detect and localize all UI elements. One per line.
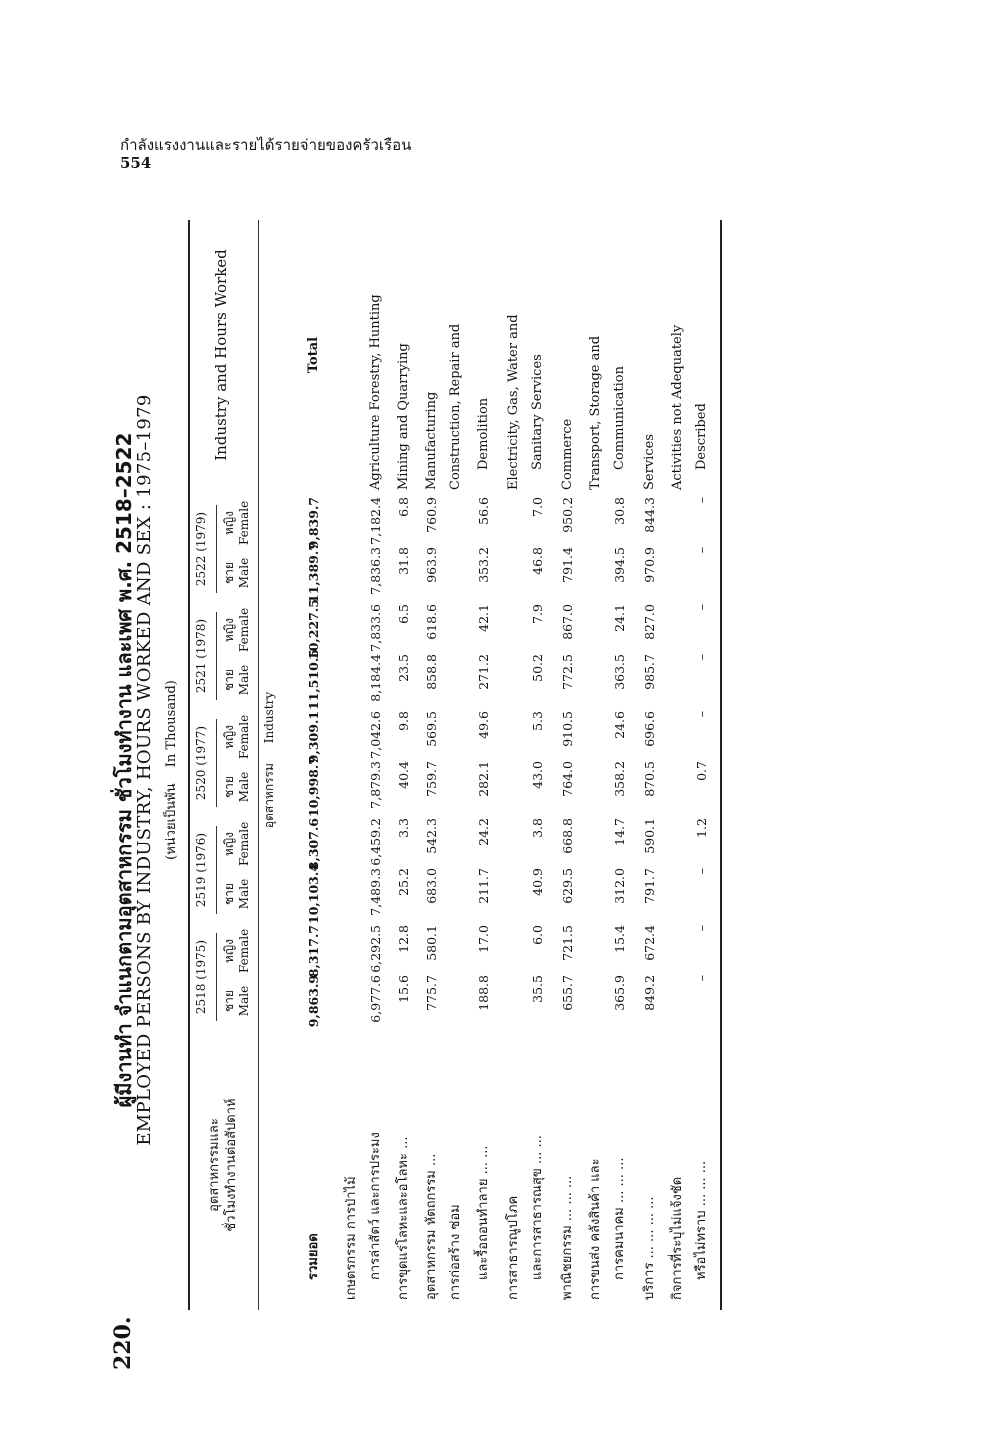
row-label-thai: และรื้อถอนทำลาย ... ...: [476, 1145, 491, 1280]
row-label-english: Mining and Quarrying: [396, 343, 411, 490]
table-cell: –: [694, 975, 709, 982]
table-cell: 43.0: [530, 761, 545, 789]
table-cell: 9,863.9: [306, 975, 321, 1028]
row-label-thai: หรือไม่ทราบ ... ... ...: [694, 1160, 709, 1280]
sex-header-female: [222, 608, 252, 652]
table-cell: 24.1: [612, 604, 627, 632]
table-cell: –: [694, 925, 709, 932]
table-cell: –: [694, 604, 709, 611]
row-label-english: Services: [642, 434, 657, 490]
table-cell: 6.5: [396, 604, 411, 624]
table-cell: 10,998.7: [306, 756, 321, 817]
table-cell: 7.0: [530, 497, 545, 517]
table-cell: 772.5: [560, 654, 575, 690]
table-cell: 618.6: [424, 604, 439, 640]
rotated-table: [110, 190, 890, 1370]
sex-header-english: Male: [237, 878, 251, 910]
table-cell: 282.1: [476, 761, 491, 797]
sex-header-female: [222, 501, 252, 545]
table-cell: 791.7: [642, 868, 657, 904]
table-cell: 24.2: [476, 818, 491, 846]
table-cell: 363.5: [612, 654, 627, 690]
table-cell: –: [694, 868, 709, 875]
sex-header-thai: ชาย: [222, 562, 236, 584]
sex-header-english: Female: [237, 821, 251, 866]
sex-header-english: Male: [237, 771, 251, 803]
table-cell: 6,459.2: [368, 818, 383, 866]
table-cell: 42.1: [476, 604, 491, 632]
table-cell: 910.5: [560, 711, 575, 747]
table-cell: 970.9: [642, 547, 657, 583]
table-cell: 580.1: [424, 925, 439, 961]
year-header: 2519 (1976): [194, 832, 208, 908]
table-cell: 985.7: [642, 654, 657, 690]
year-underline: [216, 612, 217, 700]
sex-header-thai: ชาย: [222, 883, 236, 905]
table-cell: 8,184.4: [368, 654, 383, 702]
table-cell: 760.9: [424, 497, 439, 533]
sex-header-thai: หญิง: [222, 939, 236, 963]
table-cell: 950.2: [560, 497, 575, 533]
row-label-thai: พาณิชยกรรม ... ... ...: [560, 1175, 575, 1300]
table-cell: 23.5: [396, 654, 411, 682]
table-cell: 15.4: [612, 925, 627, 953]
table-cell: 542.3: [424, 818, 439, 854]
row-label-english: Communication: [612, 366, 627, 470]
table-cell: 9.8: [396, 711, 411, 731]
table-cell: 312.0: [612, 868, 627, 904]
year-header: 2522 (1979): [194, 511, 208, 587]
sex-header-english: Male: [237, 664, 251, 696]
sex-header-female: [222, 929, 252, 973]
running-head: [120, 136, 520, 172]
table-cell: 365.9: [612, 975, 627, 1011]
stub-header-thai: [206, 1030, 240, 1300]
table-cell: 1.2: [694, 818, 709, 838]
table-cell: 10,227.5: [306, 599, 321, 660]
stub-header-thai-line1: อุตสาหกรรมและ: [207, 1118, 222, 1212]
row-label-english: Commerce: [560, 418, 575, 490]
table-cell: 870.5: [642, 761, 657, 797]
table-cell: 696.6: [642, 711, 657, 747]
industry-label-english: Industry: [262, 691, 276, 744]
row-label-thai: และการสาธารณสุข ... ...: [530, 1135, 545, 1280]
sex-header-thai: หญิง: [222, 725, 236, 749]
row-label-thai: การขุดแร่โลหะและอโลหะ ...: [396, 1136, 411, 1300]
table-cell: 5.3: [530, 711, 545, 731]
sex-header-english: Male: [237, 985, 251, 1017]
table-cell: 6.0: [530, 925, 545, 945]
table-cell: –: [694, 547, 709, 554]
table-cell: 9,309.1: [306, 711, 321, 764]
sex-header-english: Female: [237, 928, 251, 973]
table-cell: 721.5: [560, 925, 575, 961]
year-underline: [216, 826, 217, 914]
table-cell: 12.8: [396, 925, 411, 953]
table-cell: 7,489.3: [368, 868, 383, 916]
industry-label-thai: อุตสาหกรรม: [262, 763, 276, 829]
row-label-english: Construction, Repair and: [448, 323, 463, 490]
table-cell: 759.7: [424, 761, 439, 797]
table-cell: –: [694, 497, 709, 504]
sex-header-thai: หญิง: [222, 832, 236, 856]
row-label-english: Sanitary Services: [530, 354, 545, 470]
row-label-thai: การขนส่ง คลังสินค้า และ: [588, 1158, 603, 1300]
table-cell: 3.3: [396, 818, 411, 838]
row-label-thai: เกษตรกรรม การป่าไม้: [344, 1176, 359, 1300]
table-cell: 31.8: [396, 547, 411, 575]
stub-header-thai-line2: ชั่วโมงทำงานต่อสัปดาห์: [224, 1098, 239, 1232]
row-label-english: Total: [306, 336, 321, 374]
row-label-thai: บริการ ... ... ... ...: [642, 1196, 657, 1300]
table-cell: 211.7: [476, 868, 491, 904]
sex-header-english: Female: [237, 500, 251, 545]
table-cell: 791.4: [560, 547, 575, 583]
sex-header-english: Female: [237, 607, 251, 652]
table-cell: 827.0: [642, 604, 657, 640]
sex-header-male: [222, 658, 252, 702]
table-cell: 56.6: [476, 497, 491, 525]
table-cell: –: [694, 711, 709, 718]
row-label-thai: การก่อสร้าง ซ่อม: [448, 1204, 463, 1300]
table-cell: 49.6: [476, 711, 491, 739]
industry-label: [260, 490, 279, 1030]
table-cell: 7,833.6: [368, 604, 383, 652]
table-cell: 668.8: [560, 818, 575, 854]
table-cell: 11,389.7: [306, 542, 321, 603]
table-cell: 14.7: [612, 818, 627, 846]
page-number: 554: [120, 154, 152, 172]
year-underline: [216, 719, 217, 807]
table-cell: –: [694, 654, 709, 661]
table-number: 220.: [110, 1316, 136, 1370]
stub-header-english: Industry and Hours Worked: [212, 249, 230, 461]
table-cell: 8,317.7: [306, 925, 321, 978]
table-cell: 590.1: [642, 818, 657, 854]
row-label-thai: อุตสาหกรรม หัตถกรรม ...: [424, 1153, 439, 1300]
table-cell: 3.8: [530, 818, 545, 838]
table-cell: 963.9: [424, 547, 439, 583]
row-label-thai: รวมยอด: [306, 1233, 321, 1280]
year-underline: [216, 933, 217, 1021]
row-label-english: Demolition: [476, 397, 491, 470]
sex-header-thai: ชาย: [222, 669, 236, 691]
table-cell: 358.2: [612, 761, 627, 797]
table-cell: 15.6: [396, 975, 411, 1003]
year-header: 2518 (1975): [194, 939, 208, 1015]
table-cell: 46.8: [530, 547, 545, 575]
sex-header-thai: หญิง: [222, 511, 236, 535]
table-title-english: EMPLOYED PERSONS BY INDUSTRY, HOURS WORKED AND SEX : 1975–1979: [134, 394, 155, 1146]
table-cell: 11,510.5: [306, 649, 321, 710]
unit-english: In Thousand): [164, 680, 179, 768]
sex-header-english: Female: [237, 714, 251, 759]
sex-header-male: [222, 872, 252, 916]
table-cell: 30.8: [612, 497, 627, 525]
running-head-title: กำลังแรงงานและรายได้รายจ่ายของครัวเรือน: [120, 136, 412, 154]
table-cell: 764.0: [560, 761, 575, 797]
table-cell: 844.3: [642, 497, 657, 533]
table-cell: 10,103.4: [306, 863, 321, 924]
table-cell: 8,307.6: [306, 818, 321, 871]
row-label-thai: กิจการที่ระบุไม่แจ้งชัด: [670, 1176, 685, 1300]
year-header: 2521 (1978): [194, 618, 208, 694]
table-cell: 25.2: [396, 868, 411, 896]
table-cell: 6.8: [396, 497, 411, 517]
table-cell: 353.2: [476, 547, 491, 583]
table-cell: 655.7: [560, 975, 575, 1011]
sex-header-thai: ชาย: [222, 990, 236, 1012]
year-header: 2520 (1977): [194, 725, 208, 801]
table-cell: 7,182.4: [368, 497, 383, 545]
row-label-english: Activities not Adequately: [670, 324, 685, 490]
bottom-rule: [720, 220, 722, 1310]
row-label-english: Manufacturing: [424, 391, 439, 490]
table-cell: 7,042.6: [368, 711, 383, 759]
sex-header-male: [222, 979, 252, 1023]
table-cell: 50.2: [530, 654, 545, 682]
table-cell: 6,977.6: [368, 975, 383, 1023]
table-cell: 7,836.3: [368, 547, 383, 595]
table-cell: 24.6: [612, 711, 627, 739]
unit-thai: (หน่วยเป็นพัน: [164, 783, 179, 860]
table-cell: 17.0: [476, 925, 491, 953]
table-cell: 40.9: [530, 868, 545, 896]
year-underline: [216, 505, 217, 593]
sex-header-male: [222, 551, 252, 595]
row-label-thai: การล่าสัตว์ และการประมง: [368, 1132, 383, 1280]
row-label-english: Electricity, Gas, Water and: [506, 314, 521, 490]
sex-header-male: [222, 765, 252, 809]
table-cell: 394.5: [612, 547, 627, 583]
sex-header-female: [222, 715, 252, 759]
table-cell: 35.5: [530, 975, 545, 1003]
row-label-english: Described: [694, 403, 709, 470]
sex-header-thai: หญิง: [222, 618, 236, 642]
table-cell: 867.0: [560, 604, 575, 640]
header-rule: [258, 220, 259, 1310]
table-cell: 188.8: [476, 975, 491, 1011]
table-cell: 569.5: [424, 711, 439, 747]
table-cell: 7,879.3: [368, 761, 383, 809]
sex-header-english: Male: [237, 557, 251, 589]
table-cell: 0.7: [694, 761, 709, 781]
table-cell: 858.8: [424, 654, 439, 690]
table-cell: 7.9: [530, 604, 545, 624]
row-label-english: Transport, Storage and: [588, 335, 603, 490]
row-label-thai: การสาธารณูปโภค: [506, 1195, 521, 1300]
sex-header-thai: ชาย: [222, 776, 236, 798]
row-label-english: Agriculture Forestry, Hunting: [368, 294, 383, 490]
unit-note: [160, 230, 181, 1310]
table-cell: 775.7: [424, 975, 439, 1011]
table-cell: 6,292.5: [368, 925, 383, 973]
top-rule: [188, 220, 190, 1310]
table-cell: 849.2: [642, 975, 657, 1011]
table-cell: 683.0: [424, 868, 439, 904]
table-cell: 271.2: [476, 654, 491, 690]
table-cell: 629.5: [560, 868, 575, 904]
table-cell: 40.4: [396, 761, 411, 789]
table-title-thai: ผู้มีงานทำ จำแนกตามอุตสาหกรรม ชั่วโมงทำงาน และเพศ พ.ศ. 2518–2522: [112, 432, 136, 1108]
table-cell: 672.4: [642, 925, 657, 961]
row-label-thai: การคมนาคม ... ... ...: [612, 1157, 627, 1280]
table-cell: 9,839.7: [306, 497, 321, 550]
sex-header-female: [222, 822, 252, 866]
